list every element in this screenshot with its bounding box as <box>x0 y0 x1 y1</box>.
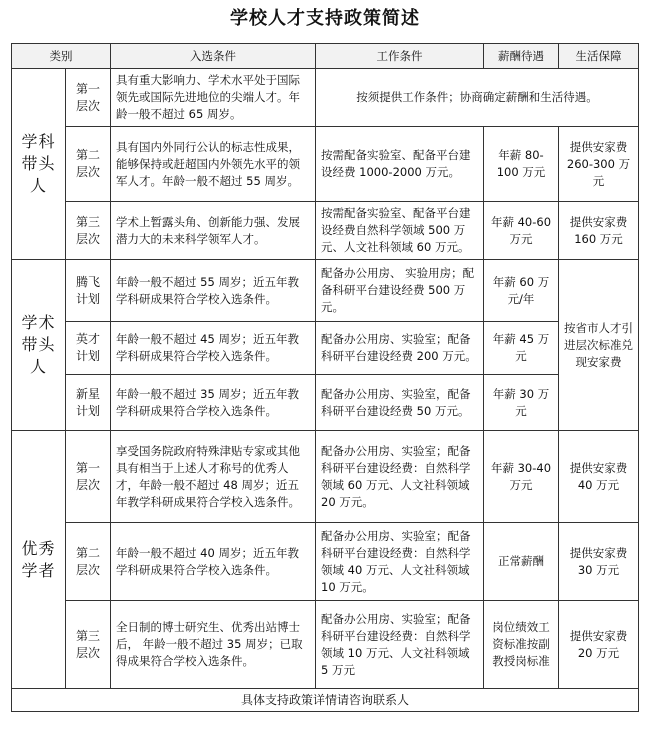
row-work: 按需配备实验室、配备平台建设经费自然科学领域 500 万元、人文社科领域 60 万元。 <box>316 202 484 260</box>
row-level: 英才计划 <box>66 322 111 375</box>
row-living: 提供安家费 40 万元 <box>559 431 639 523</box>
row-level: 第三层次 <box>66 601 111 689</box>
row-level: 第三层次 <box>66 202 111 260</box>
row-living: 提供安家费 30 万元 <box>559 523 639 601</box>
row-condition: 具有国内外同行公认的标志性成果，能够保持或赶超国内外领先水平的领军人才。年龄一般不超过 55 周岁。 <box>111 127 316 202</box>
row-living: 提供安家费 260-300 万元 <box>559 127 639 202</box>
row-work: 按须提供工作条件；协商确定薪酬和生活待遇。 <box>316 69 639 127</box>
table-row <box>12 375 639 431</box>
section-name-discipline-leader: 学科带头人 <box>12 69 66 260</box>
row-living: 按省市人才引进层次标准兑现安家费 <box>559 260 639 431</box>
row-work: 配备办公用房、实验室；配备科研平台建设经费：自然科学领域 10 万元、人文社科领域 5 万元 <box>316 601 484 689</box>
row-condition: 年龄一般不超过 35 周岁；近五年教学科研成果符合学校入选条件。 <box>111 375 316 431</box>
row-living: 提供安家费 160 万元 <box>559 202 639 260</box>
row-level: 腾飞计划 <box>66 260 111 322</box>
table-row <box>12 260 639 322</box>
row-salary: 正常薪酬 <box>484 523 559 601</box>
row-condition: 全日制的博士研究生、优秀出站博士后， 年龄一般不超过 35 周岁；已取得成果符合学校入选条件。 <box>111 601 316 689</box>
row-condition: 学术上暂露头角、创新能力强、发展潜力大的未来科学领军人才。 <box>111 202 316 260</box>
row-condition: 年龄一般不超过 45 周岁；近五年教学科研成果符合学校入选条件。 <box>111 322 316 375</box>
table-row <box>12 69 639 127</box>
table-row <box>12 202 639 260</box>
row-salary: 年薪 80-100 万元 <box>484 127 559 202</box>
row-work: 配备办公用房、实验室；配备科研平台建设经费：自然科学领域 60 万元、人文社科领域 20 万元。 <box>316 431 484 523</box>
section-name-outstanding-scholar: 优秀学者 <box>12 431 66 689</box>
row-salary: 年薪 40-60 万元 <box>484 202 559 260</box>
header-living: 生活保障 <box>559 44 639 69</box>
row-work: 按需配备实验室、配备平台建设经费 1000-2000 万元。 <box>316 127 484 202</box>
row-salary: 年薪 45 万元 <box>484 322 559 375</box>
header-work: 工作条件 <box>316 44 484 69</box>
footer-note: 具体支持政策详情请咨询联系人 <box>12 689 639 712</box>
row-level: 新星计划 <box>66 375 111 431</box>
row-work: 配备办公用房、实验室；配备科研平台建设经费：自然科学领域 40 万元、人文社科领域 10 万元。 <box>316 523 484 601</box>
document-title: 学校人才支持政策简述 <box>230 8 420 29</box>
row-level: 第二层次 <box>66 127 111 202</box>
row-level: 第二层次 <box>66 523 111 601</box>
header-category: 类别 <box>12 44 111 69</box>
row-condition: 具有重大影响力、学术水平处于国际领先或国际先进地位的尖端人才。年龄一般不超过 65 周岁。 <box>111 69 316 127</box>
row-work: 配备办公用房、实验室，配备科研平台建设经费 50 万元。 <box>316 375 484 431</box>
row-work: 配备办公用房、实验室；配备科研平台建设经费 200 万元。 <box>316 322 484 375</box>
row-work: 配备办公用房、 实验用房；配备科研平台建设经费 500 万元。 <box>316 260 484 322</box>
table-row <box>12 523 639 601</box>
policy-table <box>11 43 639 712</box>
table-row <box>12 322 639 375</box>
table-row <box>12 431 639 523</box>
section-name-academic-leader: 学术带头人 <box>12 260 66 431</box>
row-level: 第一层次 <box>66 431 111 523</box>
row-condition: 年龄一般不超过 55 周岁；近五年教学科研成果符合学校入选条件。 <box>111 260 316 322</box>
table-header-row <box>12 44 639 69</box>
row-salary: 岗位绩效工资标准按副教授岗标准 <box>484 601 559 689</box>
row-salary: 年薪 30 万元 <box>484 375 559 431</box>
row-condition: 享受国务院政府特殊津贴专家或其他具有相当于上述人才称号的优秀人才，年龄一般不超过 48 周岁；近五年教学科研成果符合学校入选条件。 <box>111 431 316 523</box>
row-salary: 年薪 30-40 万元 <box>484 431 559 523</box>
header-conditions: 入选条件 <box>111 44 316 69</box>
row-living: 提供安家费 20 万元 <box>559 601 639 689</box>
row-salary: 年薪 60 万元/年 <box>484 260 559 322</box>
table-row <box>12 127 639 202</box>
footer-row <box>12 689 639 712</box>
header-salary: 薪酬待遇 <box>484 44 559 69</box>
row-condition: 年龄一般不超过 40 周岁；近五年教学科研成果符合学校入选条件。 <box>111 523 316 601</box>
row-level: 第一层次 <box>66 69 111 127</box>
table-row <box>12 601 639 689</box>
